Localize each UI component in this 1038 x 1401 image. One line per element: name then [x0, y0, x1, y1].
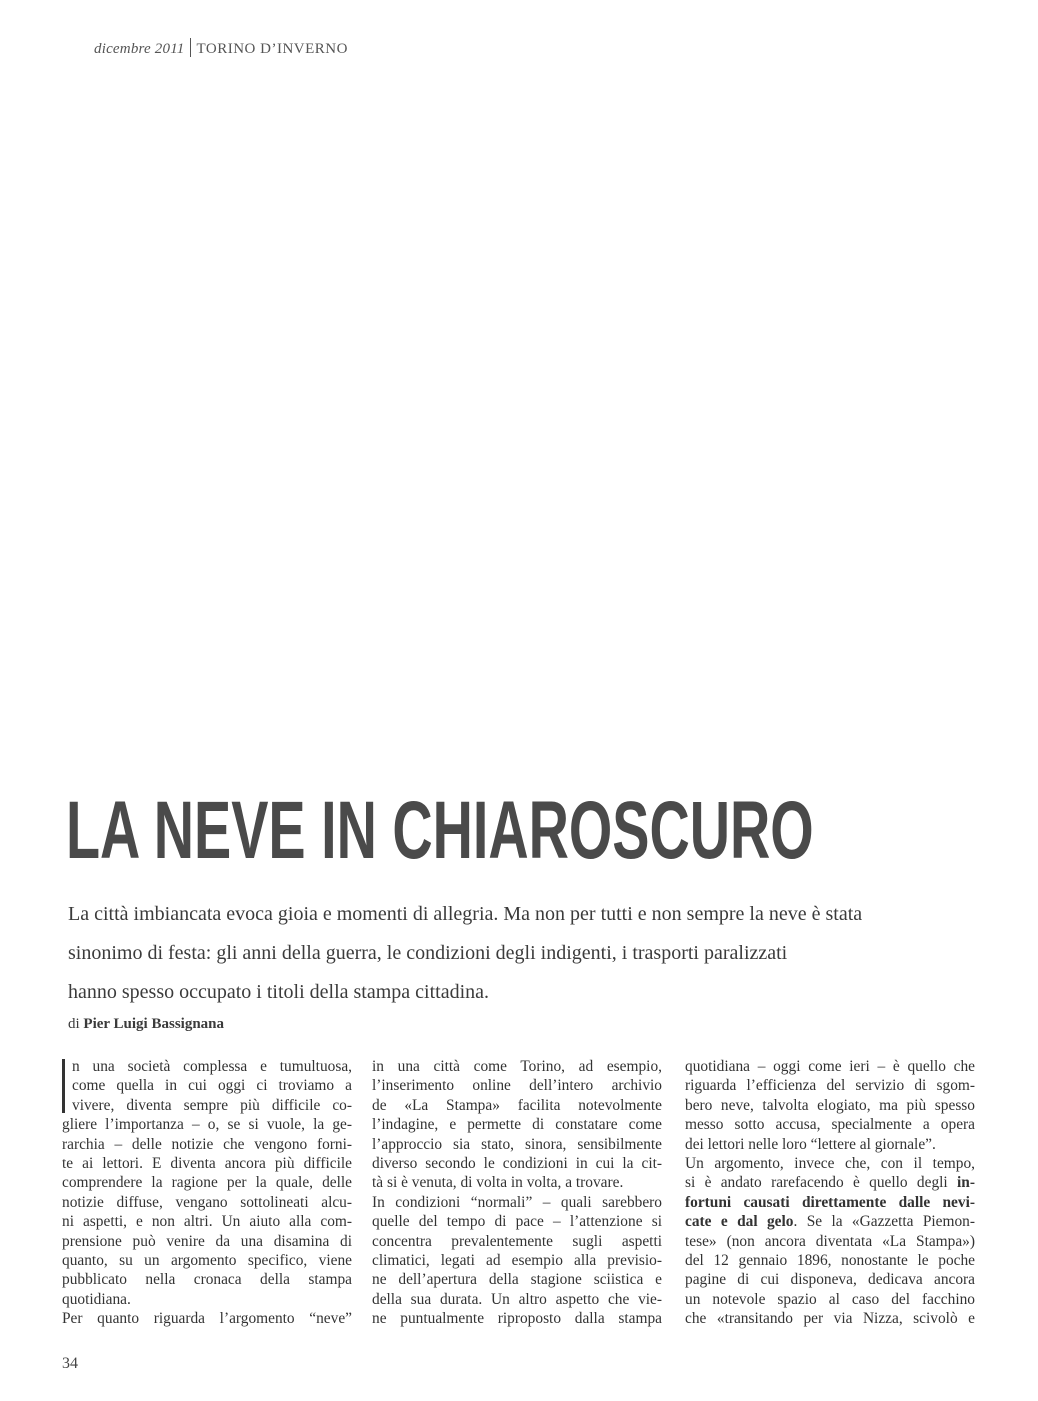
- text-line: dei lettori nelle loro “lettere al giornale”.: [685, 1135, 936, 1153]
- text-line: quotidiana.: [62, 1290, 131, 1308]
- text-line: bero neve, talvolta elogiato, ma più spesso: [685, 1096, 975, 1114]
- running-head: [94, 38, 348, 58]
- text-line: quanto, su un argomento specifico, viene: [62, 1251, 352, 1269]
- page-number: 34: [62, 1355, 78, 1372]
- text-line: quelle del tempo di pace – l’attenzione si: [372, 1213, 662, 1231]
- text-line: come quella in cui oggi ci troviamo a: [72, 1077, 352, 1095]
- text-line: del 12 gennaio 1896, nonostante le poche: [685, 1251, 975, 1269]
- text-line: in una città come Torino, ad esempio,: [372, 1058, 662, 1075]
- text-line: che «transitando per via Nizza, scivolò e: [685, 1310, 975, 1328]
- byline-prefix: di: [68, 1016, 80, 1032]
- standfirst-line: hanno spesso occupato i titoli della stampa cittadina.: [68, 981, 490, 1003]
- text-line: comprendere la ragione per la quale, delle: [62, 1174, 352, 1192]
- text-line: riguarda l’efficienza del servizio di sgom-: [685, 1077, 975, 1095]
- body-column-1: [62, 1057, 352, 1328]
- text-line: Un argomento, invece che, con il tempo,: [685, 1154, 975, 1172]
- text-line: climatici, legati ad esempio alla previsio-: [372, 1251, 662, 1269]
- article-title: LA NEVE IN CHIAROSCURO: [66, 785, 814, 876]
- standfirst-line: sinonimo di festa: gli anni della guerra, le condizioni degli indigenti, i trasporti paralizzati: [68, 942, 788, 964]
- text-line: tà si è venuta, di volta in volta, a trovare.: [372, 1174, 624, 1192]
- bold-text-run: cate e dal gelo: [685, 1213, 794, 1231]
- text-line: diverso secondo le condizioni in cui la cit-: [372, 1154, 662, 1172]
- text-line: fortuni causati direttamente dalle nevi-: [685, 1193, 975, 1211]
- text-line: pagine di cui disponeva, dedicava ancora: [685, 1271, 975, 1289]
- text-line: In condizioni “normali” – quali sarebbero: [372, 1193, 662, 1211]
- bold-text-run: in-: [957, 1174, 975, 1192]
- body-column-2: [372, 1057, 662, 1328]
- text-line: l’indagine, e permette di constatare come: [372, 1116, 662, 1134]
- author-name: Pier Luigi Bassignana: [83, 1016, 225, 1032]
- text-line: tese» (non ancora diventata «La Stampa»): [685, 1232, 975, 1250]
- body-column-3: [685, 1057, 975, 1328]
- text-line: un notevole spazio al caso del facchino: [685, 1290, 975, 1308]
- issue-date: dicembre 2011: [94, 41, 185, 57]
- text-line: ne puntualmente riproposto dalla stampa: [372, 1310, 662, 1328]
- header-divider: [190, 38, 191, 57]
- text-line: pubblicato nella cronaca della stampa: [62, 1271, 352, 1289]
- text-line: de «La Stampa» facilita notevolmente: [372, 1096, 662, 1114]
- text-line: te ai lettori. E diventa ancora più difficile: [62, 1154, 352, 1172]
- text-line: della sua durata. Un altro aspetto che vie-: [372, 1290, 662, 1308]
- standfirst: [68, 895, 968, 1012]
- text-line: gliere l’importanza – o, se si vuole, la ge-: [62, 1116, 352, 1134]
- text-run: . Se la «Gazzetta Piemon-: [793, 1213, 975, 1231]
- text-line: prensione può venire da una disamina di: [62, 1232, 352, 1250]
- text-run: si è andato rarefacendo è quello degli: [685, 1174, 958, 1192]
- section-name: TORINO D’INVERNO: [196, 41, 348, 57]
- text-line: ni aspetti, e non altri. Un aiuto alla com-: [62, 1213, 352, 1231]
- drop-cap-i: [62, 1059, 65, 1113]
- text-line: n una società complessa e tumultuosa,: [72, 1058, 352, 1075]
- text-line: vivere, diventa sempre più difficile co-: [72, 1096, 352, 1114]
- text-line: [685, 1173, 975, 1192]
- text-line: quotidiana – oggi come ieri – è quello che: [685, 1058, 975, 1075]
- text-line: concentra prevalentemente sugli aspetti: [372, 1232, 662, 1250]
- standfirst-line: La città imbiancata evoca gioia e momenti di allegria. Ma non per tutti e non sempre la neve è stata: [68, 903, 863, 925]
- text-line: l’inserimento online dell’intero archivio: [372, 1077, 662, 1095]
- text-line: notizie diffuse, vengano sottolineati alcu-: [62, 1193, 352, 1211]
- byline: [68, 1016, 224, 1033]
- text-line: rarchia – delle notizie che vengono forni-: [62, 1135, 352, 1153]
- text-line: messo sotto accusa, specialmente a opera: [685, 1116, 975, 1134]
- text-line: l’approccio sia stato, sinora, sensibilmente: [372, 1135, 662, 1153]
- text-line: Per quanto riguarda l’argomento “neve”: [62, 1310, 352, 1328]
- text-line: [685, 1212, 975, 1231]
- text-line: ne dell’apertura della stagione sciistica e: [372, 1271, 662, 1289]
